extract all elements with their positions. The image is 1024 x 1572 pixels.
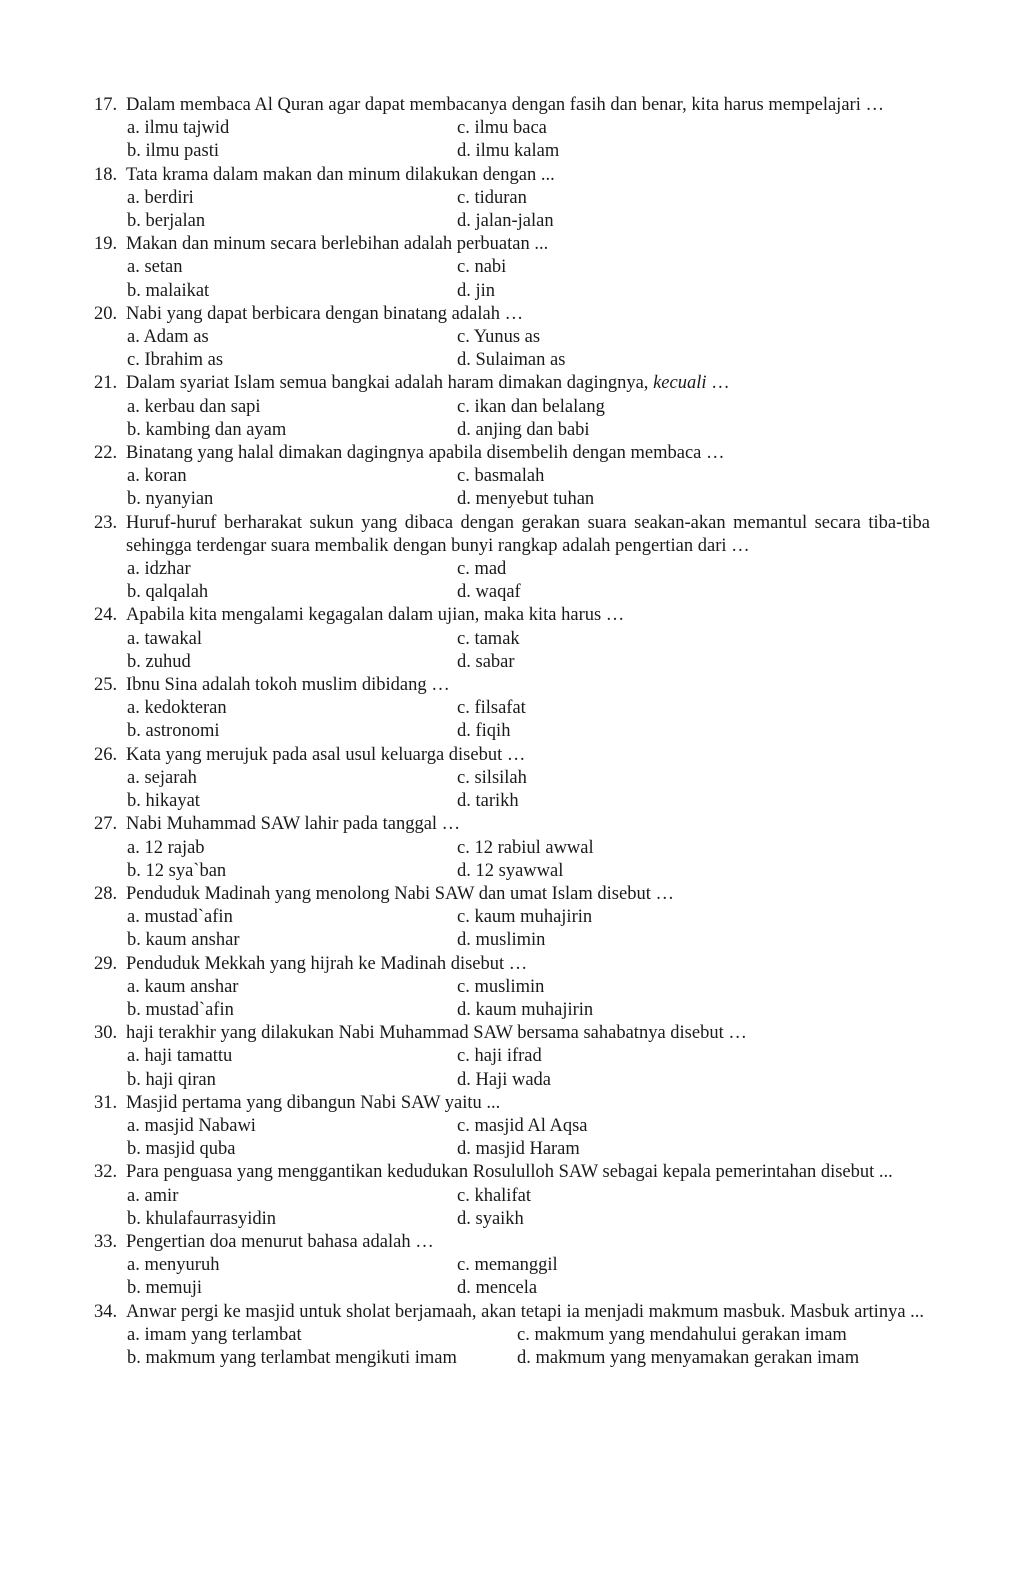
question-number: 22. <box>94 443 118 464</box>
question-text <box>126 1231 930 1254</box>
question-stem <box>94 604 930 627</box>
question-text <box>126 953 930 976</box>
question-27 <box>94 813 930 883</box>
answer-option: c. memanggil <box>457 1255 558 1276</box>
answer-option: b. mustad`afin <box>127 999 234 1020</box>
answer-option: d. menyebut tuhan <box>457 489 595 510</box>
question-text <box>126 233 930 256</box>
answer-option: d. fiqih <box>457 721 511 742</box>
answer-option: c. kaum muhajirin <box>457 907 593 928</box>
question-text-main: Makan dan minum secara berlebihan adalah perbuatan ... <box>126 234 549 255</box>
question-stem <box>94 372 930 395</box>
question-28 <box>94 883 930 953</box>
answer-options <box>94 558 930 604</box>
question-text <box>126 372 930 395</box>
answer-options <box>94 906 930 952</box>
answer-option: a. menyuruh <box>127 1255 220 1276</box>
question-text-tail: … <box>706 373 730 394</box>
question-stem <box>94 953 930 976</box>
answer-option: b. kaum anshar <box>127 930 240 951</box>
answer-option: b. khulafaurrasyidin <box>127 1208 276 1229</box>
answer-options <box>94 697 930 743</box>
question-number: 31. <box>94 1092 118 1113</box>
answer-option: c. filsafat <box>457 698 526 719</box>
question-text-main: Pengertian doa menurut bahasa adalah … <box>126 1231 434 1252</box>
answer-options <box>94 256 930 302</box>
question-number: 24. <box>94 605 118 626</box>
answer-option: c. masjid Al Aqsa <box>457 1115 588 1136</box>
answer-option: a. haji tamattu <box>127 1046 233 1067</box>
answer-options <box>94 465 930 511</box>
question-31 <box>94 1092 930 1162</box>
question-text <box>126 94 930 117</box>
question-19 <box>94 233 930 303</box>
question-stem <box>94 1022 930 1045</box>
question-text <box>126 883 930 906</box>
question-24 <box>94 604 930 674</box>
question-text-main: Penduduk Madinah yang menolong Nabi SAW dan umat Islam disebut … <box>126 883 674 904</box>
answer-option: c. tamak <box>457 628 520 649</box>
question-22 <box>94 442 930 512</box>
answer-option: d. masjid Haram <box>457 1139 580 1160</box>
answer-option: c. khalifat <box>457 1185 531 1206</box>
answer-option: b. kambing dan ayam <box>127 419 287 440</box>
answer-options <box>94 1185 930 1231</box>
answer-option: a. masjid Nabawi <box>127 1115 256 1136</box>
question-stem <box>94 1161 930 1184</box>
question-text <box>126 1301 930 1324</box>
question-number: 34. <box>94 1301 118 1322</box>
answer-option: c. muslimin <box>457 976 545 997</box>
question-text-main: Kata yang merujuk pada asal usul keluarga disebut … <box>126 744 526 765</box>
question-text <box>126 1161 930 1184</box>
answer-options <box>94 767 930 813</box>
question-25 <box>94 674 930 744</box>
question-stem <box>94 94 930 117</box>
answer-option: d. muslimin <box>457 930 546 951</box>
answer-option: b. haji qiran <box>127 1069 216 1090</box>
answer-option: b. 12 sya`ban <box>127 860 227 881</box>
question-text <box>126 744 930 767</box>
question-stem <box>94 744 930 767</box>
answer-option: b. zuhud <box>127 651 191 672</box>
answer-option: d. mencela <box>457 1278 538 1299</box>
answer-option: b. masjid quba <box>127 1139 236 1160</box>
question-number: 21. <box>94 373 118 394</box>
question-number: 29. <box>94 953 118 974</box>
answer-option: b. memuji <box>127 1278 203 1299</box>
answer-option: b. nyanyian <box>127 489 214 510</box>
answer-option: a. kaum anshar <box>127 976 239 997</box>
answer-option: c. basmalah <box>457 466 545 487</box>
question-stem <box>94 674 930 697</box>
question-number: 28. <box>94 883 118 904</box>
question-text-main: Ibnu Sina adalah tokoh muslim dibidang … <box>126 675 450 696</box>
question-33 <box>94 1231 930 1301</box>
question-34 <box>94 1301 930 1371</box>
question-text-main: Masjid pertama yang dibangun Nabi SAW yaitu ... <box>126 1092 501 1113</box>
answer-option: a. mustad`afin <box>127 907 233 928</box>
question-17 <box>94 94 930 164</box>
answer-option: d. jin <box>457 280 496 301</box>
question-number: 23. <box>94 512 118 533</box>
answer-options <box>94 1254 930 1300</box>
question-text-main: haji terakhir yang dilakukan Nabi Muhammad SAW bersama sahabatnya disebut … <box>126 1023 747 1044</box>
answer-option: a. amir <box>127 1185 179 1206</box>
answer-option: c. tiduran <box>457 187 527 208</box>
answer-option: a. koran <box>127 466 187 487</box>
answer-options <box>94 628 930 674</box>
question-stem <box>94 813 930 836</box>
answer-option: b. hikayat <box>127 791 200 812</box>
answer-option: c. nabi <box>457 257 507 278</box>
question-text <box>126 813 930 836</box>
question-stem <box>94 303 930 326</box>
question-number: 30. <box>94 1023 118 1044</box>
question-text-main: Penduduk Mekkah yang hijrah ke Madinah disebut … <box>126 953 528 974</box>
question-number: 18. <box>94 164 118 185</box>
question-text <box>126 1022 930 1045</box>
question-stem <box>94 883 930 906</box>
answer-option: a. ilmu tajwid <box>127 118 230 139</box>
answer-options <box>94 1324 930 1370</box>
answer-option: b. ilmu pasti <box>127 141 219 162</box>
question-text <box>126 164 930 187</box>
question-number: 26. <box>94 744 118 765</box>
question-stem <box>94 1231 930 1254</box>
question-number: 19. <box>94 234 118 255</box>
answer-option: c. haji ifrad <box>457 1046 542 1067</box>
question-text <box>126 303 930 326</box>
question-text <box>126 604 930 627</box>
answer-options <box>94 976 930 1022</box>
question-stem <box>94 512 930 558</box>
answer-option: a. idzhar <box>127 559 191 580</box>
answer-options <box>94 117 930 163</box>
answer-option: b. malaikat <box>127 280 210 301</box>
question-list <box>94 94 930 1370</box>
question-text-main: Apabila kita mengalami kegagalan dalam ujian, maka kita harus … <box>126 605 625 626</box>
question-number: 32. <box>94 1162 118 1183</box>
answer-option: a. kedokteran <box>127 698 227 719</box>
answer-option: c. Ibrahim as <box>127 350 224 371</box>
question-stem <box>94 164 930 187</box>
question-30 <box>94 1022 930 1092</box>
answer-option: d. waqaf <box>457 582 521 603</box>
answer-option: d. tarikh <box>457 791 519 812</box>
answer-option: d. anjing dan babi <box>457 419 590 440</box>
question-number: 20. <box>94 303 118 324</box>
answer-option: c. makmum yang mendahului gerakan imam <box>517 1324 847 1345</box>
answer-option: d. jalan-jalan <box>457 211 554 232</box>
question-text-emphasis: kecuali <box>653 373 707 394</box>
question-text-main: Huruf-huruf berharakat sukun yang dibaca dengan gerakan suara seakan-akan memantul secara tiba-tiba sehingga terdengar suara membalik dengan bunyi rangkap adalah pengertian dari … <box>126 512 930 556</box>
answer-option: c. 12 rabiul awwal <box>457 837 594 858</box>
answer-option: d. ilmu kalam <box>457 141 560 162</box>
question-stem <box>94 233 930 256</box>
question-text-main: Binatang yang halal dimakan dagingnya apabila disembelih dengan membaca … <box>126 443 725 464</box>
answer-option: a. sejarah <box>127 767 197 788</box>
answer-option: b. qalqalah <box>127 582 209 603</box>
answer-option: a. berdiri <box>127 187 194 208</box>
question-number: 33. <box>94 1231 118 1252</box>
answer-option: b. berjalan <box>127 211 206 232</box>
question-text-main: Dalam membaca Al Quran agar dapat membacanya dengan fasih dan benar, kita harus mempelajari … <box>126 95 884 115</box>
answer-options <box>94 1045 930 1091</box>
answer-options <box>94 396 930 442</box>
question-29 <box>94 953 930 1023</box>
question-32 <box>94 1161 930 1231</box>
question-23 <box>94 512 930 605</box>
question-stem <box>94 1092 930 1115</box>
answer-option: a. Adam as <box>127 327 209 348</box>
answer-option: b. astronomi <box>127 721 220 742</box>
answer-option: c. Yunus as <box>457 327 541 348</box>
answer-option: a. tawakal <box>127 628 202 649</box>
answer-option: c. ilmu baca <box>457 118 547 139</box>
answer-options <box>94 326 930 372</box>
question-text <box>126 1092 930 1115</box>
answer-option: d. Sulaiman as <box>457 350 566 371</box>
answer-option: a. 12 rajab <box>127 837 205 858</box>
answer-option: a. setan <box>127 257 183 278</box>
question-text <box>126 442 930 465</box>
answer-option: d. syaikh <box>457 1208 524 1229</box>
question-text-main: Para penguasa yang menggantikan kedudukan Rosululloh SAW sebagai kepala pemerintahan disebut ... <box>126 1162 893 1183</box>
answer-option: d. makmum yang menyamakan gerakan imam <box>517 1347 860 1368</box>
answer-option: b. makmum yang terlambat mengikuti imam <box>127 1347 457 1368</box>
answer-options <box>94 837 930 883</box>
answer-option: c. mad <box>457 559 507 580</box>
question-stem <box>94 1301 930 1324</box>
answer-options <box>94 1115 930 1161</box>
question-text-main: Nabi Muhammad SAW lahir pada tanggal … <box>126 814 461 835</box>
answer-option: d. 12 syawwal <box>457 860 564 881</box>
question-text-main: Tata krama dalam makan dan minum dilakukan dengan ... <box>126 164 555 185</box>
question-18 <box>94 164 930 234</box>
question-20 <box>94 303 930 373</box>
question-26 <box>94 744 930 814</box>
question-text <box>126 512 930 558</box>
question-text <box>126 674 930 697</box>
answer-option: d. Haji wada <box>457 1069 552 1090</box>
question-number: 25. <box>94 675 118 696</box>
question-stem <box>94 442 930 465</box>
answer-option: d. sabar <box>457 651 515 672</box>
answer-option: c. ikan dan belalang <box>457 396 605 417</box>
question-number: 17. <box>94 95 118 115</box>
answer-option: c. silsilah <box>457 767 527 788</box>
answer-option: a. imam yang terlambat <box>127 1324 302 1345</box>
answer-options <box>94 187 930 233</box>
question-text-main: Nabi yang dapat berbicara dengan binatang adalah … <box>126 303 524 324</box>
answer-option: d. kaum muhajirin <box>457 999 594 1020</box>
question-21 <box>94 372 930 442</box>
question-number: 27. <box>94 814 118 835</box>
answer-option: a. kerbau dan sapi <box>127 396 261 417</box>
question-text-main: Dalam syariat Islam semua bangkai adalah haram dimakan dagingnya, <box>126 373 654 394</box>
question-text-main: Anwar pergi ke masjid untuk sholat berjamaah, akan tetapi ia menjadi makmum masbuk. Masbuk artinya ... <box>126 1301 925 1322</box>
